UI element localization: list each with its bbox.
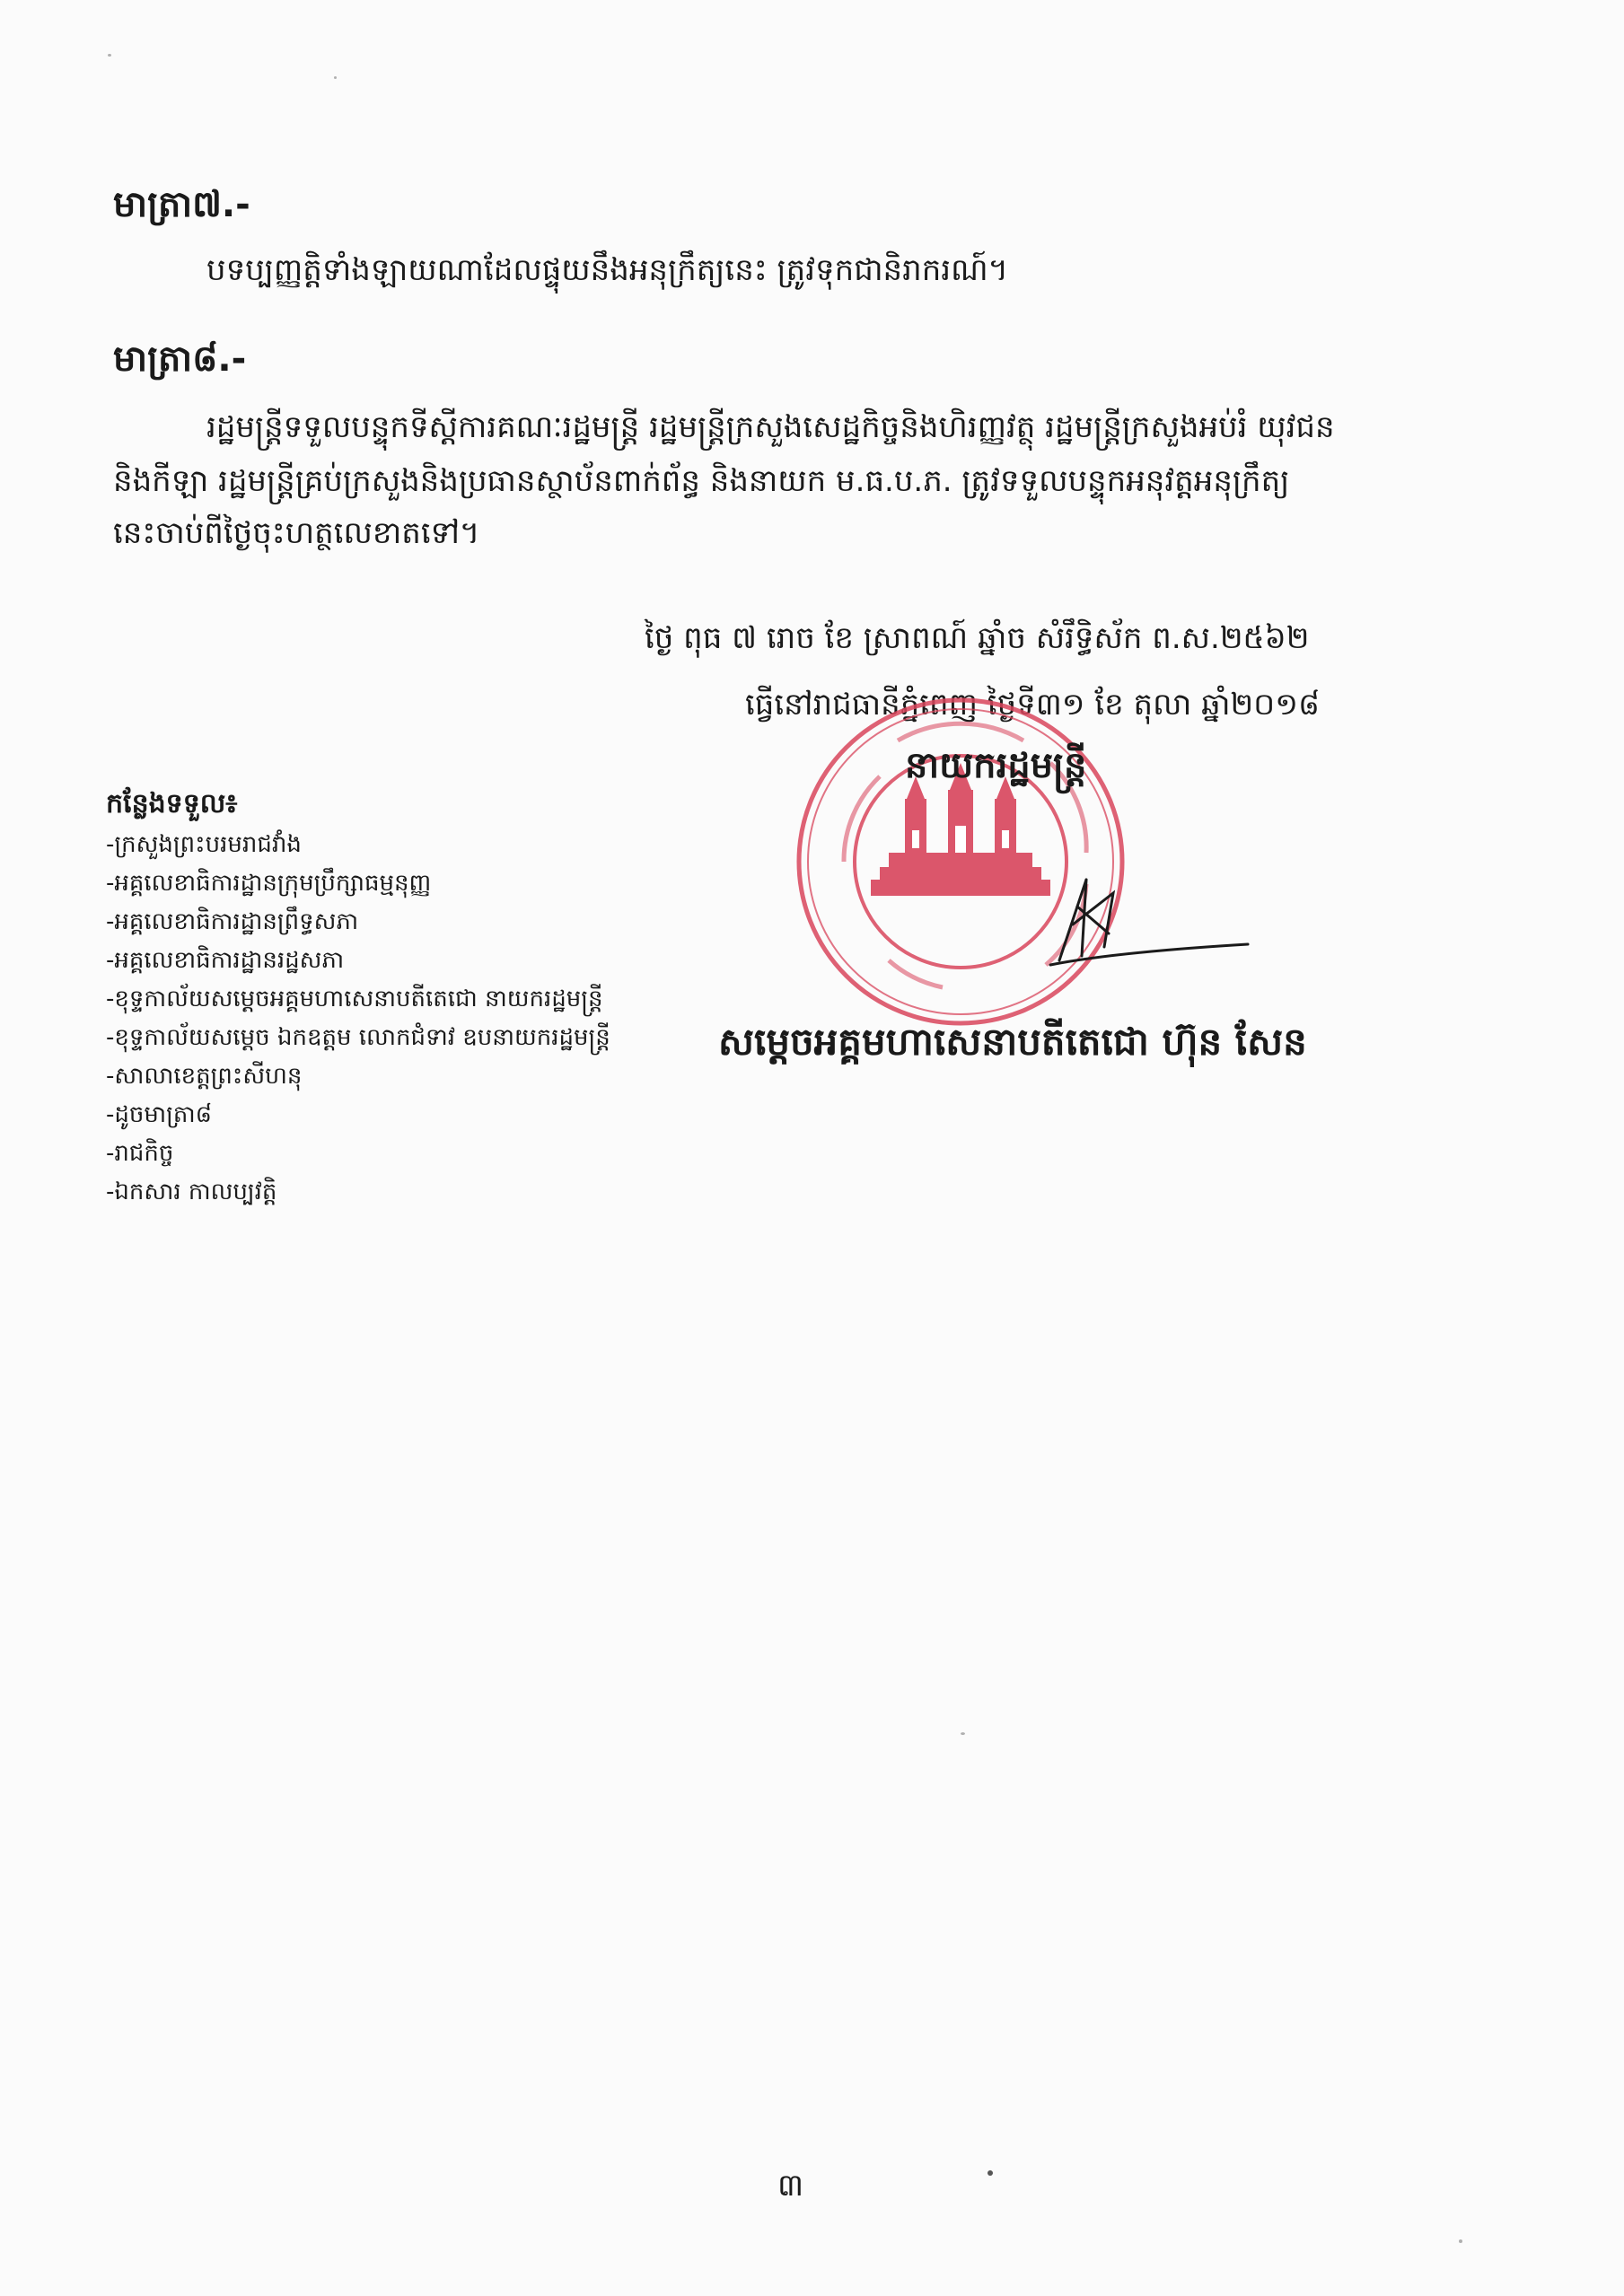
- page-number: ៣: [777, 2168, 804, 2204]
- recipient-item: -ខុទ្ទកាល័យសម្តេច ឯកឧត្តម លោកជំទាវ ឧបនាយករដ្ឋមន្ត្រី: [106, 1024, 610, 1051]
- recipient-item: -សាលាខេត្តព្រះសីហនុ: [106, 1063, 303, 1090]
- article-8-line: នេះចាប់ពីថ្ងៃចុះហត្ថលេខាតទៅ។: [113, 515, 480, 551]
- article-8-heading: មាត្រា៨.-: [113, 338, 247, 380]
- recipient-item: -អគ្គលេខាធិការដ្ឋានព្រឹទ្ធសភា: [106, 908, 359, 935]
- recipient-item: -រាជកិច្ច: [106, 1140, 174, 1167]
- official-seal-stamp: [790, 691, 1131, 1032]
- signatory-name: សម្តេចអគ្គមហាសេនាបតីតេជោ ហ៊ុន សែន: [718, 1020, 1307, 1064]
- article-7-text: បទប្បញ្ញត្តិទាំងឡាយណាដែលផ្ទុយនឹងអនុក្រឹត្យនេះ ត្រូវទុកជានិរាករណ៍។: [206, 252, 1009, 288]
- scan-speck: [334, 76, 337, 79]
- recipient-item: -ក្រសួងព្រះបរមរាជវាំង: [106, 831, 302, 858]
- scan-speck: [961, 1732, 965, 1735]
- signatory-title: នាយករដ្ឋមន្ត្រី: [905, 745, 1087, 786]
- recipients-heading: កន្លែងទទួល៖: [106, 788, 238, 819]
- scan-speck: [1459, 2239, 1462, 2243]
- scan-speck: [108, 54, 111, 57]
- lunar-date: ថ្ងៃ ពុធ ៧ រោច ខែ ស្រាពណ៍ ឆ្នាំច សំរឹទ្ធិស័ក ព.ស.២៥៦២: [645, 620, 1310, 656]
- recipient-item: -អគ្គលេខាធិការដ្ឋានរដ្ឋសភា: [106, 947, 345, 974]
- recipient-item: -អគ្គលេខាធិការដ្ឋានក្រុមប្រឹក្សាធម្មនុញ្ញ: [106, 870, 432, 897]
- article-8-line: រដ្ឋមន្ត្រីទទួលបន្ទុកទីស្តីការគណៈរដ្ឋមន្ត្រី រដ្ឋមន្ត្រីក្រសួងសេដ្ឋកិច្ចនិងហិរញ្ញវត្ថុ រដ្ឋមន្ត្រីក្រសួងអប់រំ យុវជន: [206, 409, 1335, 445]
- recipient-item: -ដូចមាត្រា៨: [106, 1101, 213, 1128]
- handwritten-signature: [1023, 871, 1257, 978]
- scan-speck: [988, 2170, 993, 2176]
- solar-date: ធ្វើនៅរាជធានីភ្នំពេញ ថ្ងៃទី៣១ ខែ តុលា ឆ្នាំ២០១៨: [745, 687, 1321, 723]
- recipient-item: -ខុទ្ទកាល័យសម្តេចអគ្គមហាសេនាបតីតេជោ នាយករដ្ឋមន្ត្រី: [106, 986, 603, 1012]
- article-8-line: និងកីឡា រដ្ឋមន្ត្រីគ្រប់ក្រសួងនិងប្រធានស្ថាប័នពាក់ព័ន្ធ និងនាយក ម.ធ.ប.ភ. ត្រូវទទួលបន្ទុកអនុវត្តអនុក្រឹត្យ: [113, 463, 1290, 499]
- recipients-list: [106, 826, 610, 1212]
- recipient-item: -ឯកសារ កាលប្បវត្តិ: [106, 1179, 277, 1205]
- article-7-heading: មាត្រា៧.-: [113, 184, 250, 225]
